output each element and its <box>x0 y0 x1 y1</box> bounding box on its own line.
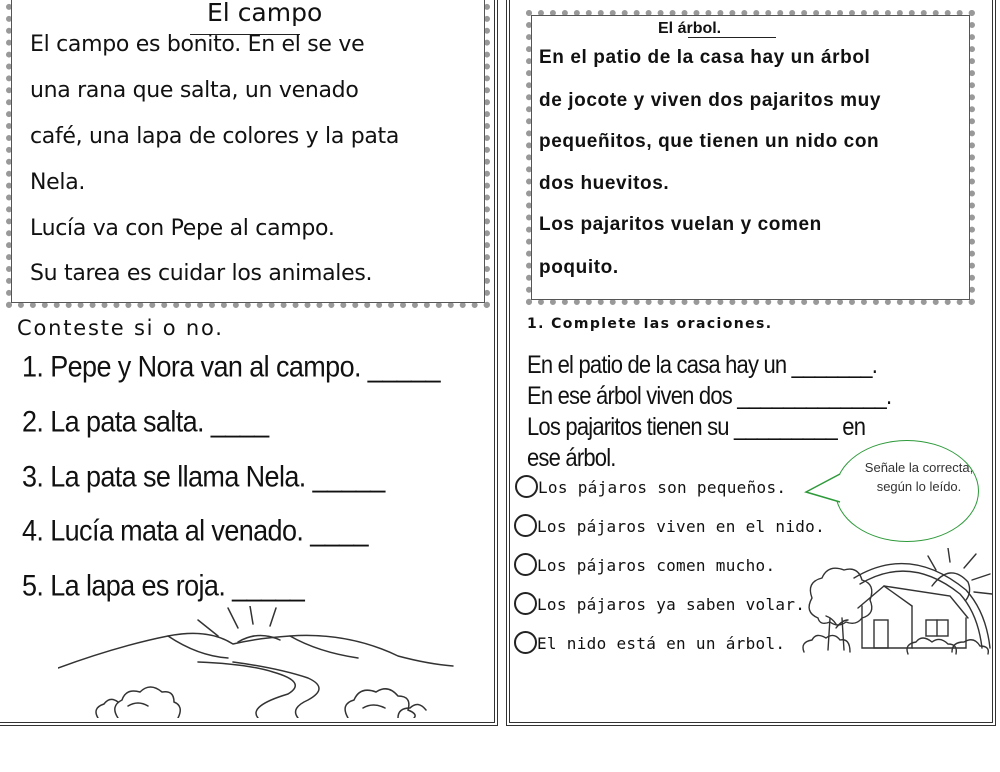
story-line: pequeñitos, que tienen un nido con <box>539 131 880 152</box>
option-radio[interactable] <box>514 553 537 576</box>
title-underline <box>688 37 776 38</box>
option-label: Los pájaros viven en el nido. <box>537 517 826 536</box>
story-line: poquito. <box>539 257 619 278</box>
house-tree-illustration <box>800 548 994 658</box>
bubble-tail <box>800 470 844 510</box>
story-line: Los pajaritos vuelan y comen <box>539 214 822 235</box>
option-radio[interactable] <box>514 514 537 537</box>
completion-sentence: ese árbol. <box>527 443 616 472</box>
instruction-heading: Conteste si o no. <box>17 316 224 340</box>
completion-sentence: Los pajaritos tienen su _________ en <box>527 412 866 441</box>
question-item: 3. La pata se llama Nela. _____ <box>22 460 385 493</box>
option-label: Los pájaros comen mucho. <box>537 556 776 575</box>
story-line: una rana que salta, un venado <box>30 78 359 103</box>
instruction-heading: 1. Complete las oraciones. <box>527 316 773 332</box>
story-line: Lucía va con Pepe al campo. <box>30 216 335 241</box>
landscape-illustration <box>58 606 458 718</box>
option-radio[interactable] <box>515 475 538 498</box>
option-label: El nido está en un árbol. <box>537 634 786 653</box>
completion-sentence: En ese árbol viven dos _____________. <box>527 381 892 410</box>
story-line: Nela. <box>30 170 86 195</box>
story-line: El campo es bonito. En el se ve <box>30 32 365 57</box>
question-item: 5. La lapa es roja. _____ <box>22 569 305 602</box>
option-radio[interactable] <box>514 631 537 654</box>
question-item: 2. La pata salta. ____ <box>22 405 269 438</box>
story-line: dos huevitos. <box>539 173 670 194</box>
question-item: 1. Pepe y Nora van al campo. _____ <box>22 350 440 383</box>
story-line: de jocote y viven dos pajaritos muy <box>539 90 881 111</box>
bubble-text: Señale la correcta, según lo leído. <box>864 460 974 494</box>
story-line: Su tarea es cuidar los animales. <box>30 261 373 286</box>
story-line: En el patio de la casa hay un árbol <box>539 47 871 68</box>
question-item: 4. Lucía mata al venado. ____ <box>22 514 368 547</box>
story-line: café, una lapa de colores y la pata <box>30 124 400 149</box>
story-title: El campo <box>207 0 323 27</box>
completion-sentence: En el patio de la casa hay un _______. <box>527 350 878 379</box>
option-radio[interactable] <box>514 592 537 615</box>
option-label: Los pájaros ya saben volar. <box>537 595 806 614</box>
story-title: El árbol. <box>658 20 722 37</box>
option-label: Los pájaros son pequeños. <box>538 478 787 497</box>
